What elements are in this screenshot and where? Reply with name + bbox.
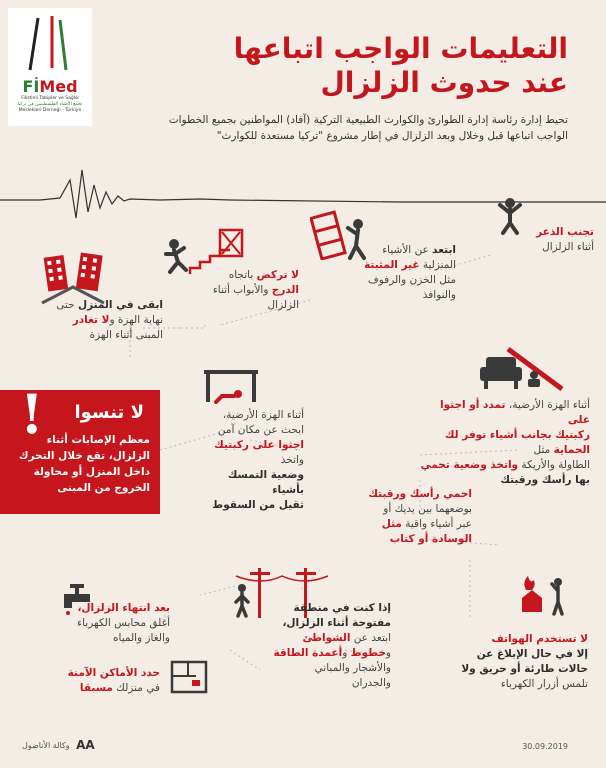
protect-line2: بوضعهما بين يديك أو [383, 503, 472, 515]
unfixed-line4: والنوافذ [422, 289, 456, 301]
warning-line4: الخروج من المبنى [57, 482, 150, 494]
under-table-line1: أثناء الهزة الأرضية، [222, 409, 304, 421]
warning-line3: داخل المنزل أو محاولة [33, 466, 150, 478]
logo-line2: Meslekleri Derneği - Türkiye [18, 108, 82, 113]
fimed-emblem-icon [8, 8, 92, 78]
open-bold2: مفتوحة أثناء الزلزال، [282, 617, 391, 629]
nophone-line2: إلا في حال الإبلاغ عن [476, 648, 588, 660]
open-bold4: خطوط [350, 647, 386, 659]
floor-plan-icon [170, 660, 208, 694]
warning-line1: معظم الإصابات أثناء [46, 434, 150, 446]
tip-stay-home [38, 298, 163, 343]
protect-bold1: احمي رأسك ورقبتك [368, 488, 472, 500]
tip-no-phone [428, 632, 588, 692]
open-line3a: ابتعد عن [350, 632, 391, 644]
beside-line4: بها رأسك ورقبتك [500, 474, 590, 486]
under-table-bold1: اجثوا على ركبتيك [214, 439, 304, 451]
fimed-logo [8, 8, 92, 126]
unfixed-text2: المنزلية [419, 259, 456, 271]
beside-line2b: مثل [533, 444, 554, 456]
nophone-line3: حالات طارئة أو حريق ولا [461, 663, 588, 675]
tip-under-table [194, 408, 304, 513]
tip-after-quake [60, 601, 170, 646]
under-table-line5: ثقيل من السقوط [212, 499, 304, 511]
avoid-panic-rest: أثناء الزلزال [542, 241, 594, 253]
nophone-line4: تلمس أزرار الكهرباء [500, 678, 588, 690]
intro-text [68, 112, 568, 144]
exclamation-icon: ! [20, 382, 44, 446]
stay-home-text1: حتى [56, 299, 78, 311]
logo-line1: Filistinli Tabipler ve Sağlık [21, 96, 79, 101]
beside-bold3: واتخذ وضعية تحمي [420, 459, 519, 471]
agency-name: وكالة الأناضول [22, 740, 70, 750]
stairs-text1: باتجاه [228, 269, 257, 281]
stay-home-bold2: لا تغادر [72, 314, 110, 326]
title-line2: عند حدوث الزلزال [320, 66, 568, 99]
intro-line1: تحيط إدارة رئاسة إدارة الطوارئ والكوارث الطبيعية التركية (آفاد) المواطنين بجميع الخطوات [168, 114, 568, 126]
safe-bold1: حدد الأماكن الآمنة [67, 667, 160, 679]
beside-line2: ركبتيك بجانب أشياء توفر لك الحماية [444, 429, 590, 456]
stay-home-line2: نهاية الهزة و [109, 314, 163, 326]
tip-open-area [271, 601, 391, 691]
unfixed-line3: مثل الخزن والرفوف [367, 274, 456, 286]
beside-line3a: الطاولة والأريكة [518, 459, 590, 471]
page-title [188, 32, 568, 100]
beside-bold1: تمدد أو اجثوا على [439, 399, 590, 426]
tip-stairs [199, 268, 299, 313]
tip-unfixed-objects [346, 243, 456, 303]
protect-bold3: مثل [381, 518, 402, 530]
logo-brand-fi: Fİ [22, 77, 40, 96]
stairs-text2: والأبواب أثناء [212, 284, 272, 296]
after-bold1: بعد انتهاء الزلزال، [77, 602, 170, 614]
logo-arabic: تجمع الأطباء الفلسطينيين في تركيا [17, 102, 83, 107]
under-table-line4: وضعية التمسك بأشياء [227, 469, 304, 496]
tip-beside-furniture [420, 398, 590, 488]
open-bold3: الشواطئ [302, 632, 351, 644]
safe-line2a: في منزلك [112, 682, 160, 694]
stairs-bold1: لا تركض [256, 269, 299, 281]
avoid-panic-bold: تجنب الذعر [536, 226, 594, 238]
safe-bold2: مسبقا [79, 682, 113, 694]
stay-home-bold1: ابقى في المنزل [77, 299, 163, 311]
warning-heading: لا تنسوا [74, 402, 144, 423]
unfixed-bold1: ابتعد [432, 244, 456, 256]
tip-avoid-panic [504, 225, 594, 255]
warning-body [10, 432, 150, 496]
stay-home-line3: المبنى أثناء الهزة [89, 329, 163, 341]
open-line5: والأشجار والمباني [314, 662, 391, 674]
aa-logo-icon: AA [76, 738, 95, 752]
open-bold4b: أعمدة الطاقة [273, 647, 343, 659]
protect-line4: الوسادة أو كتاب [389, 533, 472, 545]
footer-date: 30.09.2019 [522, 742, 568, 751]
unfixed-bold2: غير المثبتة [364, 259, 420, 271]
open-line6: والجدران [351, 677, 391, 689]
stairs-bold2: الدرج [271, 284, 299, 296]
armchair-icon [478, 345, 568, 393]
logo-brand-med: Med [39, 77, 78, 96]
after-line3: والغاز والمياه [113, 632, 170, 644]
fire-phone-icon [508, 572, 572, 616]
under-table-text1: واتخذ [280, 454, 304, 466]
footer-agency [22, 738, 95, 752]
intro-line2: الواجب اتباعها قبل وخلال وبعد الزلزال في إطار مشروع "تركيا مستعدة للكوارث" [216, 130, 568, 142]
beside-line1a: أثناء الهزة الأرضية، [505, 399, 590, 411]
nophone-bold1: لا تستخدم الهواتف [491, 633, 588, 645]
unfixed-text1: عن الأشياء [382, 244, 433, 256]
tip-safe-places [50, 666, 160, 696]
warning-box [0, 382, 160, 514]
stairs-line3: الزلزال [267, 299, 299, 311]
after-line2: أغلق محابس الكهرباء [77, 617, 170, 629]
warning-line2: الزلزال، تقع خلال التحرك [18, 450, 150, 462]
open-line4a: و [385, 647, 391, 659]
open-line4b: و [342, 647, 351, 659]
under-table-line2: ابحث عن مكان آمن [217, 424, 304, 436]
protect-line3a: عبر أشياء واقية [401, 518, 472, 530]
tip-protect-head [322, 487, 472, 547]
open-bold1: إذا كنت في منطقة [293, 602, 391, 614]
under-table-icon [202, 368, 260, 404]
title-line1: التعليمات الواجب اتباعها [233, 32, 568, 65]
